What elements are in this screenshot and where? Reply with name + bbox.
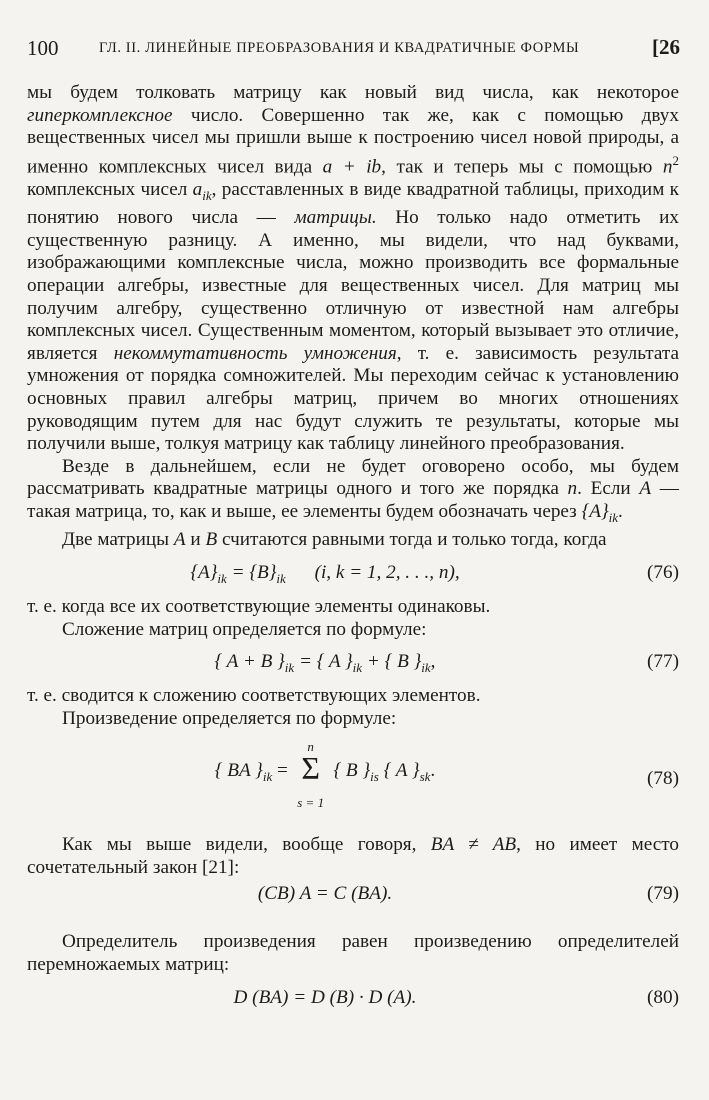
page-body	[27, 82, 679, 1021]
paragraph-4: т. е. когда все их соответствующие элементы одинаковы.	[27, 595, 491, 617]
equation-79-formula: (CB) A = C (BA).	[257, 883, 393, 905]
paragraph-1: мы будем толковать матрицу как новый вид числа, как некоторое гиперкомплексное число. Совершенно так же, как с помощью двух вещественных чисел мы пришли выше к построению чисел новой природы, а именно комплексных чисел вида a + ib, так и теперь мы с помощью $n^2$ комплексных чисел $a_{ik}$, расставленных в виде квадратной таблицы, приходим к понятию нового числа — матрицы. Но только надо отметить их существенную разницу. А именно, мы видели, что над буквами, изображающими комплексные числа, можно производить все формальные операции алгебры, известные для вещественных чисел. Для матриц мы получим алгебру, существенно отличную от известной нам алгебры комплексных чисел. Существенным моментом, который вызывает это отличие, является некоммутативность умножения, т. е. зависимость результата умножения от порядка сомножителей. Мы переходим сейчас к установлению основных правил алгебры матриц, причем во многих отношениях руководящим путем для нас будут служить те результаты, которые мы получили выше, толкуя матрицу как таблицу линейного преобразования.	[27, 82, 680, 455]
equation-78-formula: { BA }$_{ik}$ = n Σ s = 1 { B }$_{is}$ { A }$_{sk}$.	[214, 738, 436, 810]
page-header	[27, 34, 682, 62]
equation-77-number: (77)	[647, 651, 679, 673]
paragraph-9: Определитель произведения равен произведению определителей перемножаемых матриц:	[27, 931, 679, 976]
equation-76-number: (76)	[647, 561, 679, 583]
equation-80-number: (80)	[647, 986, 679, 1008]
paragraph-7: Произведение определяется по формуле:	[62, 707, 397, 729]
summation-sign: n Σ s = 1	[297, 738, 325, 810]
equation-80-formula: D (BA) = D (B) · D (A).	[233, 986, 417, 1008]
equation-79-number: (79)	[647, 883, 679, 905]
equation-78	[27, 730, 679, 822]
equation-76-formula: $\{A\}_{ik} = \{B\}_{ik}$ (i, k = 1, 2, . . ., n),	[190, 561, 460, 586]
equation-77	[27, 641, 679, 685]
equation-78-number: (78)	[647, 768, 679, 790]
page-number: 100	[27, 36, 59, 60]
paragraph-2: Везде в дальнейшем, если не будет оговорено особо, мы будем рассматривать квадратные матрицы одного и того же порядка n. Если A — такая матрица, то, как и выше, ее элементы будем обозначать через $\{A\}_{ik}$.	[27, 455, 679, 525]
equation-80	[27, 977, 679, 1021]
paragraph-5: Сложение матриц определяется по формуле:	[62, 618, 427, 640]
running-title: ГЛ. II. ЛИНЕЙНЫЕ ПРЕОБРАЗОВАНИЯ И КВАДРАТИЧНЫЕ ФОРМЫ	[99, 40, 580, 56]
equation-76	[27, 552, 679, 596]
equation-77-formula: { A + B }$_{ik}$ = { A }$_{ik}$ + { B }$_{ik}$,	[214, 651, 436, 675]
equation-79	[27, 879, 679, 919]
paragraph-8: Как мы выше видели, вообще говоря, BA ≠ AB, но имеет место сочетательный закон [21]:	[27, 834, 679, 878]
section-number: [26	[652, 35, 680, 59]
paragraph-6: т. е. сводится к сложению соответствующих элементов.	[27, 685, 481, 707]
paragraph-3: Две матрицы A и B считаются равными тогда и только тогда, когда	[62, 529, 607, 551]
